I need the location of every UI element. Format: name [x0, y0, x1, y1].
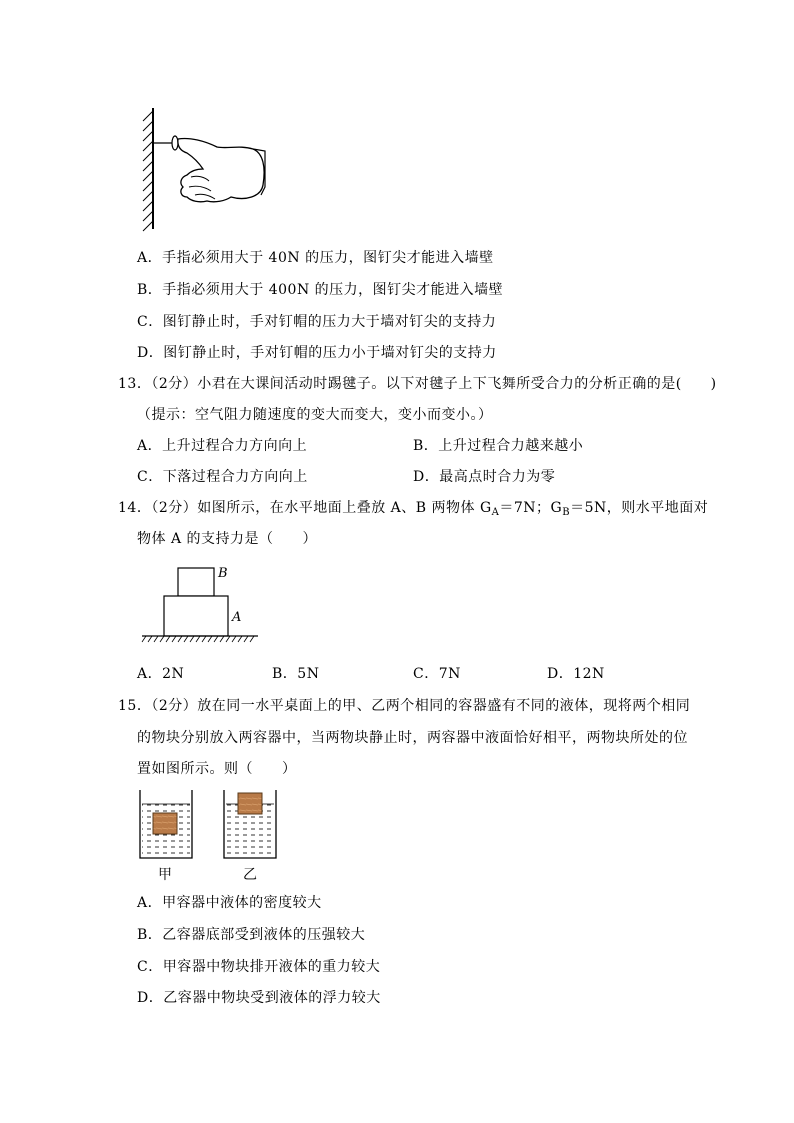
q15-option-d[interactable]: D．乙容器中物块受到液体的浮力较大	[137, 990, 381, 1006]
q15-option-a[interactable]: A．甲容器中液体的密度较大	[137, 895, 322, 911]
q13-option-c[interactable]: C．下落过程合力方向向上	[137, 469, 308, 485]
thumbtack-hand-figure	[135, 105, 275, 235]
q12-option-c[interactable]: C．图钉静止时，手对钉帽的压力大于墙对钉尖的支持力	[137, 314, 497, 330]
q14-option-d[interactable]: D．12N	[547, 666, 605, 682]
block-a-label: A	[232, 610, 242, 625]
containers-figure	[138, 790, 288, 862]
q14-option-b[interactable]: B．5N	[272, 666, 320, 682]
q15-stem-line2: 的物块分别放入两容器中，当两物块静止时，两容器中液面恰好相平，两物块所处的位	[137, 730, 688, 746]
q15-stem-line1: 15．（2分）放在同一水平桌面上的甲、乙两个相同的容器盛有不同的液体，现将两个相同	[118, 698, 691, 714]
q13-hint: （提示：空气阻力随速度的变大而变大，变小而变小。）	[137, 407, 493, 423]
stacked-blocks-figure	[140, 565, 260, 647]
q14-option-c[interactable]: C．7N	[413, 666, 461, 682]
container-jia-label: 甲	[158, 867, 172, 883]
container-yi-label: 乙	[243, 867, 257, 883]
q15-option-c[interactable]: C．甲容器中物块排开液体的重力较大	[137, 959, 381, 975]
q13-stem: 13．（2分）小君在大课间活动时踢毽子。以下对毽子上下飞舞所受合力的分析正确的是( )	[118, 376, 717, 392]
q13-option-d[interactable]: D．最高点时合力为零	[413, 469, 556, 485]
q14-stem-line2: 物体 A 的支持力是（ ）	[137, 531, 318, 547]
q14-option-a[interactable]: A．2N	[137, 666, 185, 682]
q15-stem-line3: 置如图所示。则（ ）	[137, 761, 297, 777]
q13-option-a[interactable]: A．上升过程合力方向向上	[137, 438, 308, 454]
q12-option-d[interactable]: D．图钉静止时，手对钉帽的压力小于墙对钉尖的支持力	[137, 345, 497, 361]
block-b-label: B	[218, 566, 228, 581]
q15-option-b[interactable]: B．乙容器底部受到液体的压强较大	[137, 927, 366, 943]
q14-stem-line1: 14．（2分）如图所示，在水平地面上叠放 A、B 两物体 $G_A=7N$；$G_B=5N$，则水平地面对	[118, 500, 709, 518]
q13-option-b[interactable]: B．上升过程合力越来越小	[413, 438, 584, 454]
q12-option-b[interactable]: B．手指必须用大于 400N 的压力，图钉尖才能进入墙壁	[137, 282, 504, 298]
q12-option-a[interactable]: A．手指必须用大于 40N 的压力，图钉尖才能进入墙壁	[137, 250, 494, 266]
